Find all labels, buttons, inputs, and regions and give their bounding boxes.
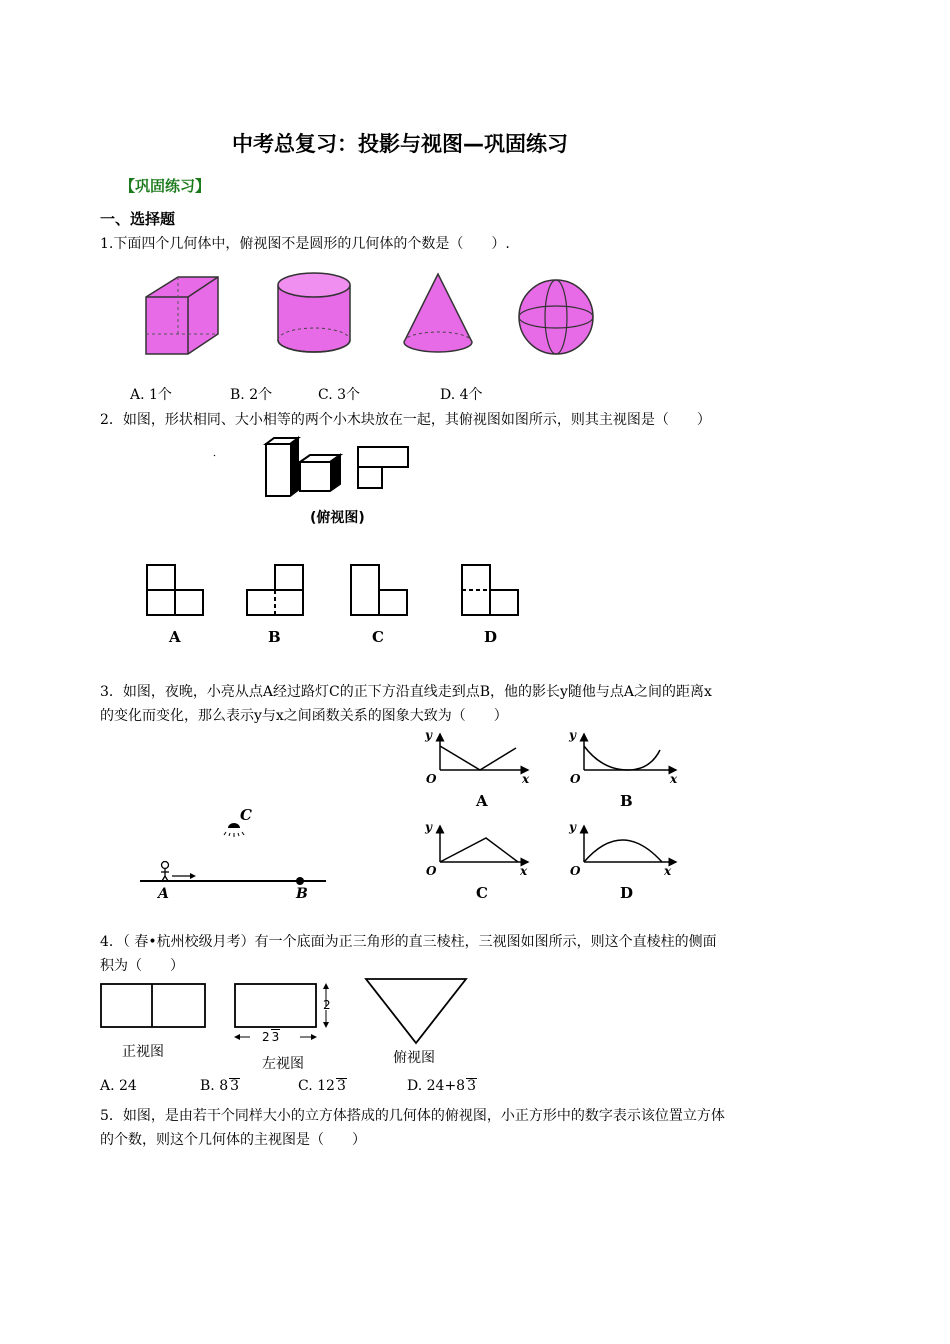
q3-graph-b-origin: O <box>570 772 581 786</box>
q4-option-c-sqrt: 3 <box>336 1078 346 1094</box>
q3-graph-b-x-label: x <box>670 772 678 786</box>
q4-option-c: C. 12 3 <box>298 1078 346 1094</box>
q4-option-d: D. 24+8 3 <box>407 1078 476 1094</box>
page-title: 中考总复习：投影与视图—巩固练习 <box>232 132 568 156</box>
question-5-line2: 的个数，则这个几何体的主视图是（ ） <box>100 1132 366 1148</box>
q4-front-view-caption: 正视图 <box>122 1044 164 1060</box>
question-1-text: 1.下面四个几何体中，俯视图不是圆形的几何体的个数是（ ）. <box>100 236 510 252</box>
question-2-text: 2．如图，形状相同、大小相等的两个小木块放在一起，其俯视图如图所示，则其主视图是（ ） <box>100 412 711 428</box>
question-5-line1: 5．如图，是由若干个同样大小的立方体搭成的几何体的俯视图，小正方形中的数字表示该位置立方体 <box>100 1108 725 1124</box>
q3-graph-c-y-label: y <box>425 820 432 834</box>
q4-width-dim <box>262 1029 280 1044</box>
q4-left-view-caption: 左视图 <box>262 1056 304 1072</box>
q4-option-d-sqrt: 3 <box>467 1078 476 1094</box>
q4-left-view <box>235 984 316 1027</box>
q4-top-view <box>366 979 466 1043</box>
q3-graph-a-x-label: x <box>522 772 530 786</box>
q3-graph-c-x-label: x <box>520 864 528 878</box>
q4-width-sqrt: 3 <box>271 1030 280 1044</box>
question-3-line1: 3．如图，夜晚，小亮从点A经过路灯C的正下方沿直线走到点B，他的影长y随他与点A之间的距离x <box>100 684 712 700</box>
q3-graph-d-origin: O <box>570 864 581 878</box>
q2-label-b: B <box>268 628 281 646</box>
q1-option-a: A. 1个 <box>130 387 172 403</box>
q4-front-view <box>101 984 205 1027</box>
q4-top-view-caption: 俯视图 <box>393 1050 435 1066</box>
section-heading: 一、选择题 <box>100 210 176 228</box>
q3-graph-d-x-label: x <box>664 864 672 878</box>
q4-option-b-sqrt: 3 <box>230 1078 240 1094</box>
q3-point-c-label: C <box>240 806 252 824</box>
q3-point-b-label: B <box>296 886 308 902</box>
q3-graph-d-y-label: y <box>569 820 576 834</box>
q4-height-dim: 2 <box>323 998 331 1012</box>
question-4-line2: 积为（ ） <box>100 958 184 974</box>
q3-graph-b-y-label: y <box>569 728 576 742</box>
q1-option-d: D. 4个 <box>440 387 483 403</box>
q1-option-b: B. 2个 <box>230 387 273 403</box>
q2-label-c: C <box>372 628 384 646</box>
q4-width-coef: 2 <box>262 1030 270 1044</box>
q3-graph-c-origin: O <box>426 864 437 878</box>
q3-point-a-label: A <box>158 886 169 902</box>
section-label: 【巩固练习】 <box>120 177 211 195</box>
q2-label-d: D <box>484 628 498 646</box>
q4-left-view-dims <box>235 984 326 1037</box>
q3-graph-c-label: C <box>476 884 488 902</box>
q2-topview-caption: (俯视图) <box>310 510 365 526</box>
q3-graph-a-label: A <box>476 792 488 810</box>
q3-graph-b-label: B <box>620 792 633 810</box>
question-3-line2: 的变化而变化，那么表示y与x之间函数关系的图象大致为（ ） <box>100 708 508 724</box>
q2-label-a: A <box>169 628 181 646</box>
q4-option-a: A. 24 <box>100 1078 137 1094</box>
q3-graph-a-y-label: y <box>425 728 432 742</box>
q3-graph-d-label: D <box>620 884 634 902</box>
q1-option-c: C. 3个 <box>318 387 361 403</box>
question-4-line1: 4．（ 春•杭州校级月考）有一个底面为正三角形的直三棱柱，三视图如图所示，则这个直棱柱的侧面 <box>100 934 717 950</box>
q4-option-b: B. 8 3 <box>200 1078 240 1094</box>
q3-graph-a-origin: O <box>426 772 437 786</box>
